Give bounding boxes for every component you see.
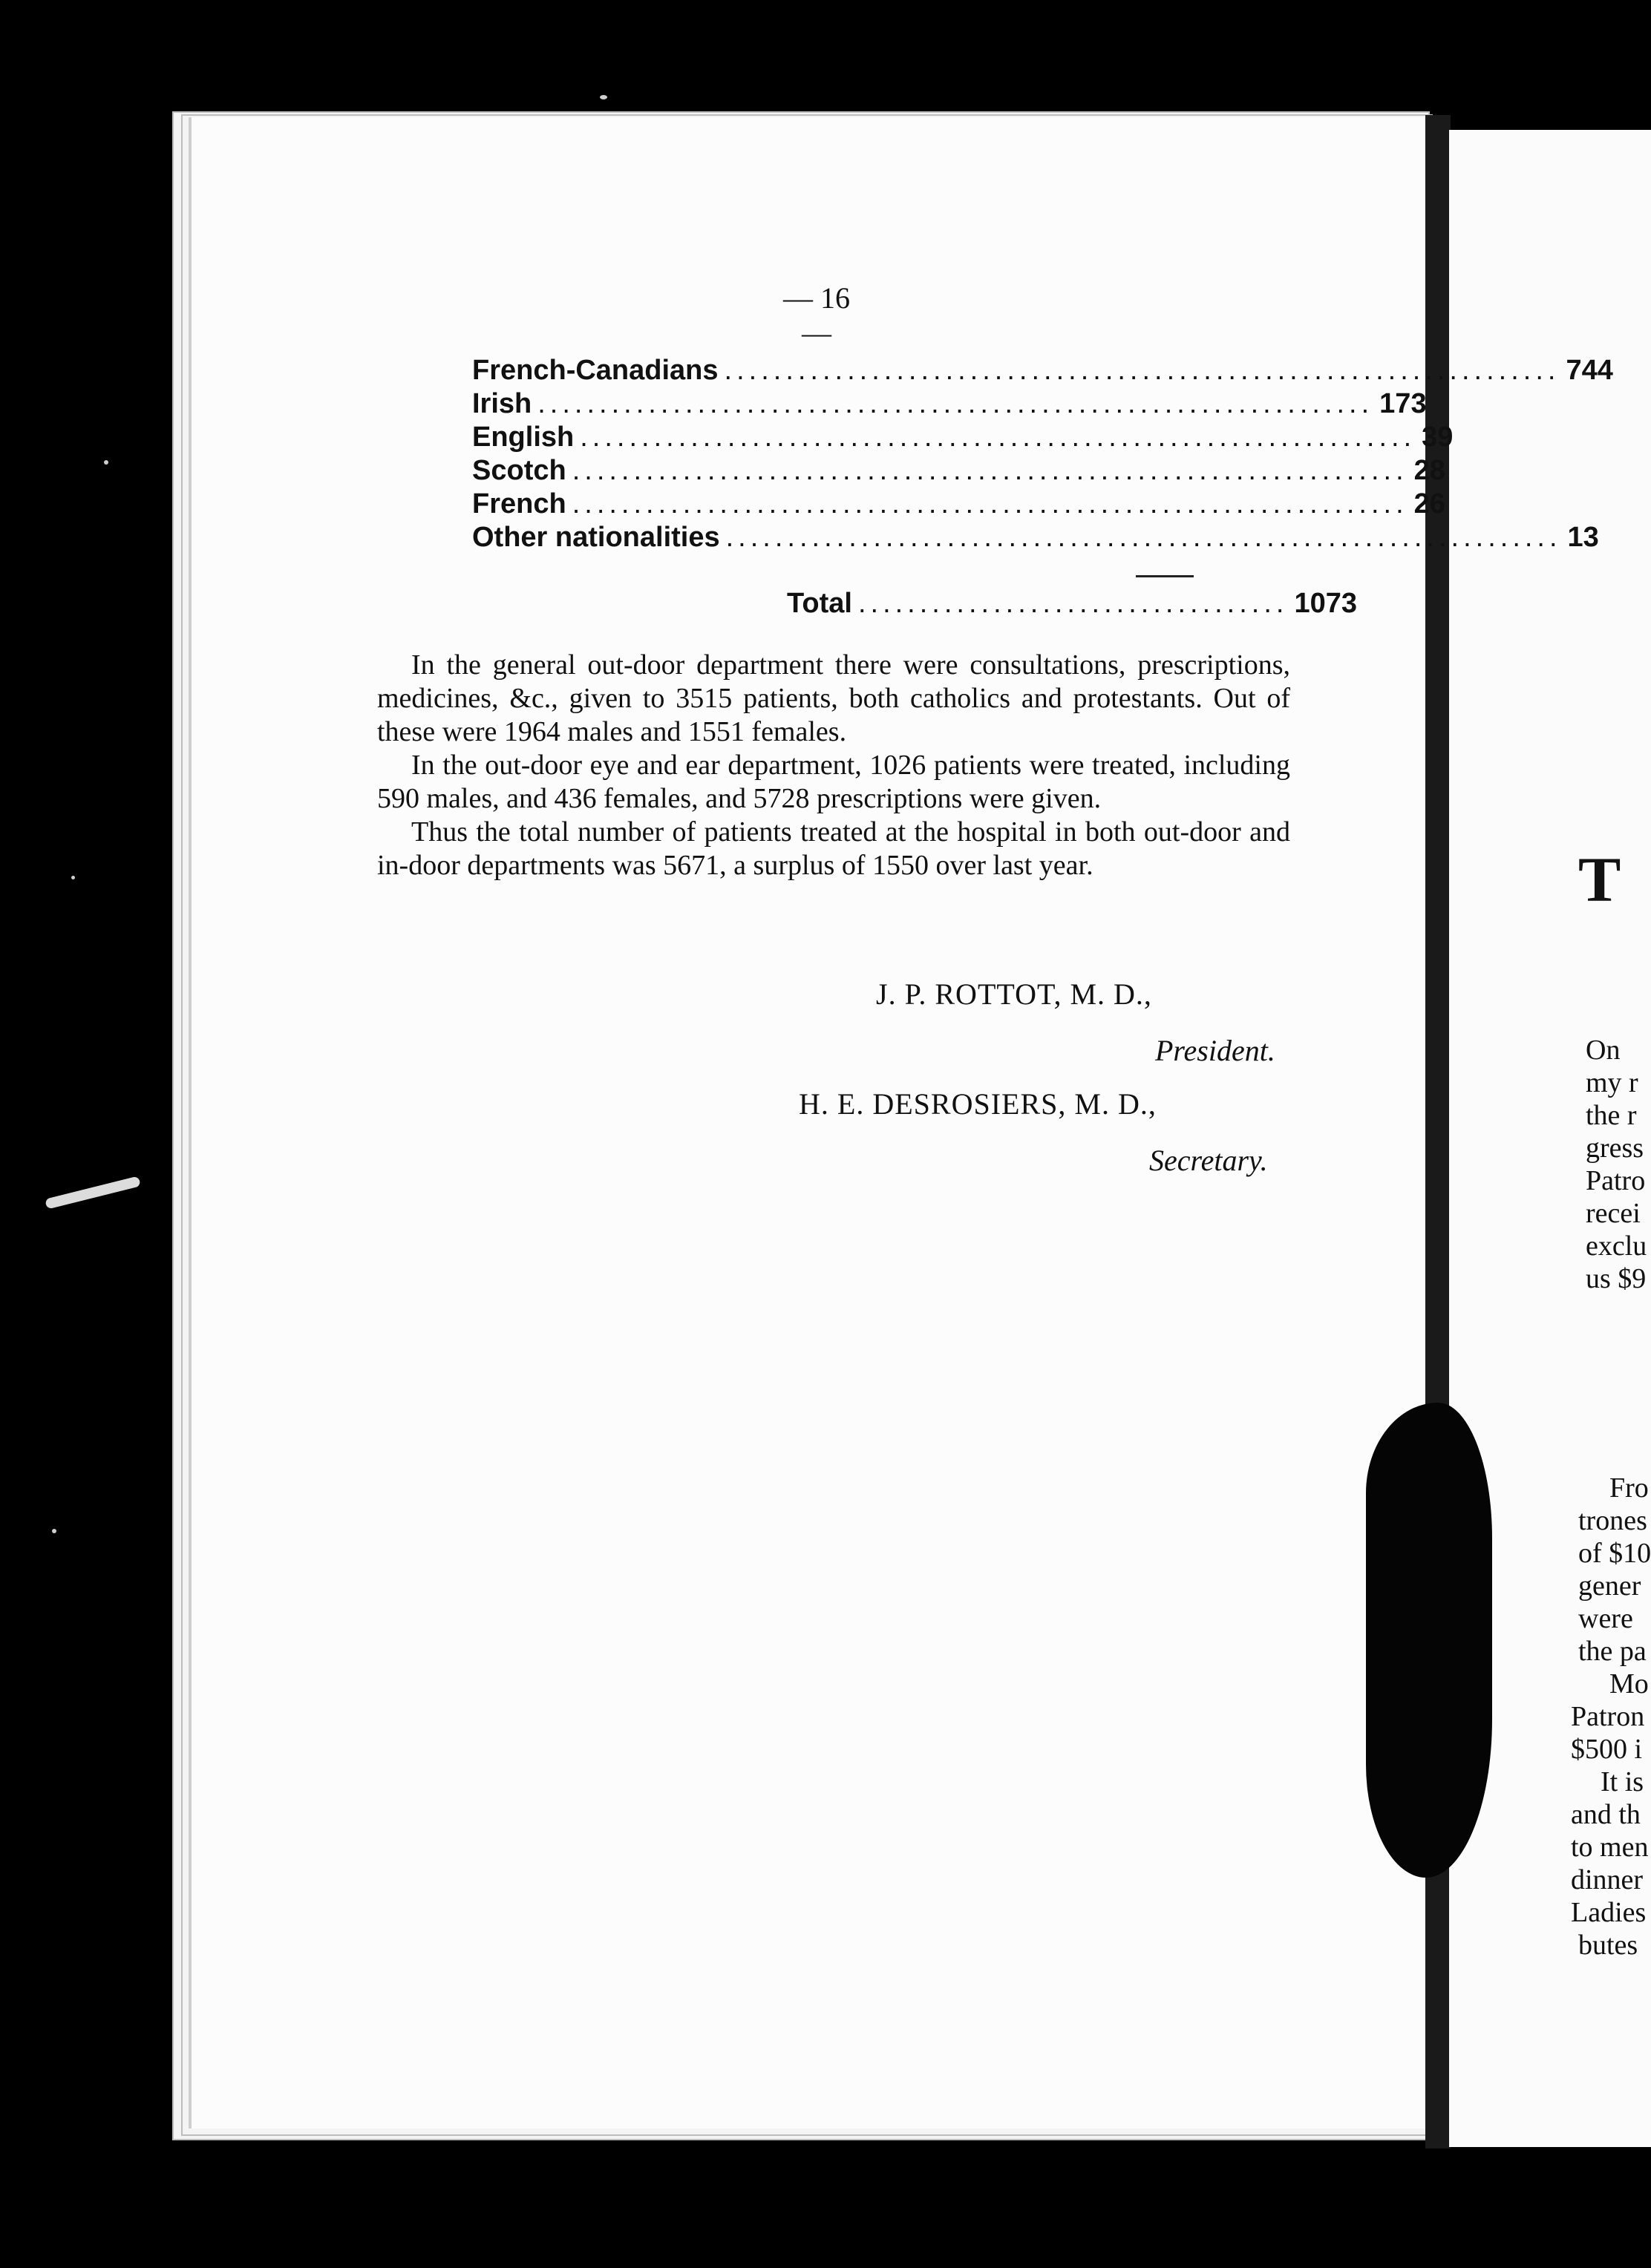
- table-row: [472, 488, 1445, 522]
- facing-line: $500 i: [1571, 1734, 1643, 1765]
- facing-line: It is: [1601, 1766, 1644, 1797]
- facing-line: gress: [1586, 1133, 1644, 1164]
- facing-line: the pa: [1578, 1636, 1647, 1667]
- facing-line: On: [1586, 1035, 1621, 1066]
- dot-leader: ....................................................................: [537, 388, 1374, 419]
- facing-line: exclu: [1586, 1230, 1647, 1262]
- paragraph: In the out-door eye and ear department, 1026 patients were treated, including 590 males, and 436 females, and 5728 prescriptions were given.: [377, 750, 1290, 814]
- facing-line: Fro: [1609, 1472, 1649, 1504]
- facing-line: to men: [1571, 1832, 1649, 1863]
- nationality-label: Other nationalities: [472, 522, 720, 553]
- paragraph: Thus the total number of patients treated at the hospital in both out-door and in-door departments was 5671, a surplus of 1550 over last year.: [377, 816, 1290, 881]
- dust-speck: [71, 876, 75, 879]
- facing-line: trones: [1578, 1505, 1647, 1536]
- total-row: [787, 588, 1358, 620]
- nationality-label: Scotch: [472, 455, 566, 486]
- table-row: [472, 422, 1454, 455]
- dot-leader: ....................................................................: [572, 488, 1408, 520]
- facing-line: Mo: [1609, 1668, 1649, 1700]
- dust-speck: [52, 1529, 56, 1533]
- total-value: 1073: [1294, 588, 1358, 619]
- facing-line: of $10: [1578, 1538, 1651, 1569]
- torn-hole: [1366, 1403, 1492, 1878]
- facing-line: us $9: [1586, 1263, 1647, 1294]
- facing-line: butes: [1578, 1930, 1638, 1961]
- facing-line: recei: [1586, 1198, 1641, 1229]
- table-row: [472, 522, 1599, 555]
- dust-speck: [104, 460, 108, 465]
- nationalities-table: [472, 355, 1613, 555]
- dot-leader: ....................................................................: [725, 522, 1562, 553]
- dot-leader: ....................................................................: [580, 422, 1416, 453]
- table-row: [472, 455, 1445, 488]
- signature-name: J. P. ROTTOT, M. D.,: [876, 977, 1152, 1011]
- facing-line: Patron: [1571, 1701, 1645, 1732]
- nationality-label: Irish: [472, 388, 532, 419]
- signature-name: H. E. DESROSIERS, M. D.,: [799, 1087, 1157, 1121]
- dot-leader: ...................................: [857, 588, 1289, 619]
- nationality-label: French: [472, 488, 566, 520]
- nationality-count: 39: [1422, 422, 1454, 453]
- signature-title: President.: [1155, 1034, 1275, 1067]
- facing-line: Patro: [1586, 1165, 1646, 1196]
- facing-line: gener: [1578, 1570, 1641, 1602]
- facing-line: Ladies: [1571, 1897, 1647, 1928]
- paragraph: In the general out-door department there were consultations, prescriptions, medicines, &c., given to 3515 patients, both catholics and protestants. Out of these were 1964 males and 1551 females.: [377, 649, 1290, 747]
- report-body: [377, 649, 1290, 882]
- nationality-count: 744: [1566, 355, 1613, 386]
- nationality-count: 26: [1413, 488, 1445, 520]
- facing-line: my r: [1586, 1067, 1638, 1098]
- facing-line: the r: [1586, 1100, 1637, 1131]
- nationality-count: 28: [1413, 455, 1445, 486]
- nationality-label: English: [472, 422, 575, 453]
- dot-leader: ....................................................................: [724, 355, 1560, 386]
- page-number: — 16 —: [783, 281, 850, 350]
- nationality-label: French-Canadians: [472, 355, 719, 386]
- dot-leader: ....................................................................: [572, 455, 1408, 486]
- facing-line: dinner: [1571, 1864, 1644, 1895]
- margin-stain: [45, 1176, 141, 1209]
- signature-title: Secretary.: [1149, 1144, 1268, 1177]
- total-label: Total: [787, 588, 852, 619]
- facing-heading-fragment: T: [1578, 844, 1621, 915]
- nationality-count: 13: [1567, 522, 1599, 553]
- total-rule: [1136, 575, 1194, 577]
- nationality-count: 173: [1379, 388, 1427, 419]
- right-page: [1449, 130, 1651, 2147]
- table-row: [472, 388, 1427, 422]
- facing-line: were: [1578, 1603, 1633, 1634]
- facing-line: and th: [1571, 1799, 1641, 1830]
- table-row: [472, 355, 1613, 388]
- dust-speck: [600, 95, 607, 99]
